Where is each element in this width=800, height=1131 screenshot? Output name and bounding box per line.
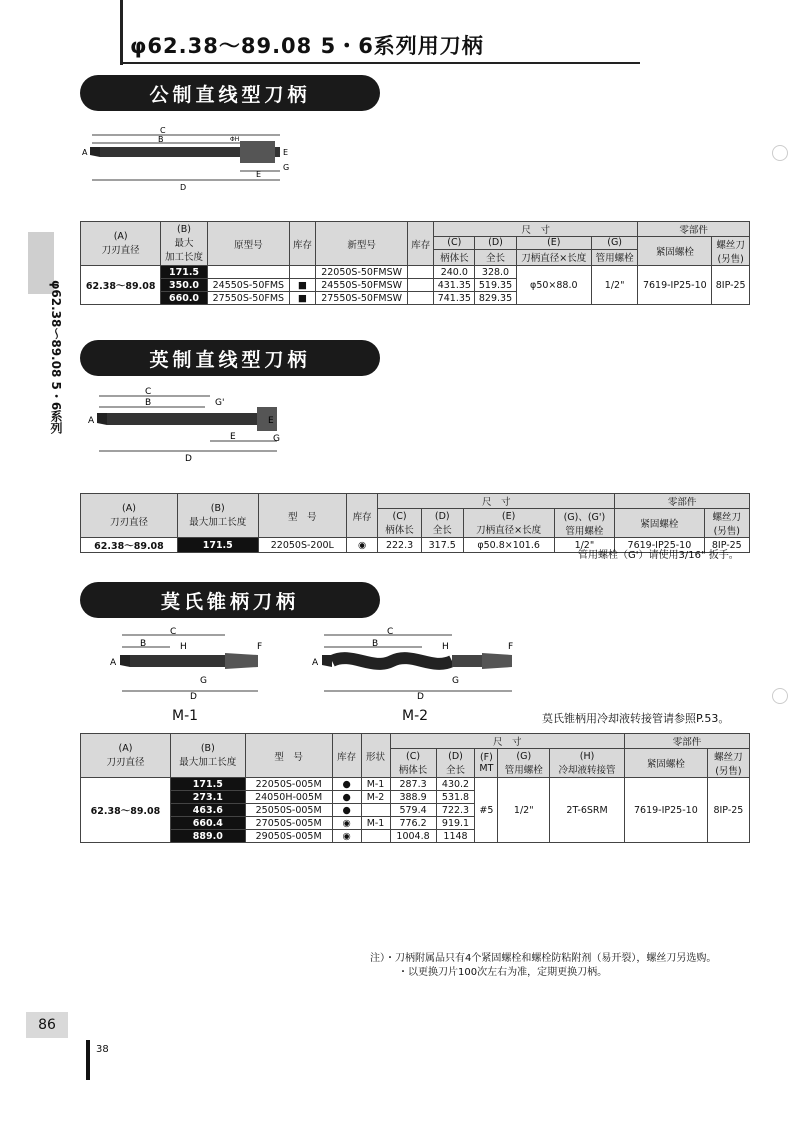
th-h: (H) 冷却液转接管	[550, 749, 625, 778]
cell-blade: 8IP-25	[704, 538, 749, 553]
th-d: (D) 全长	[436, 749, 475, 778]
cell-g: 1/2"	[554, 538, 615, 553]
holder-body	[257, 407, 277, 431]
holder-tip	[90, 147, 100, 157]
cell-b: 350.0	[161, 279, 207, 292]
imperial-holder-diagram	[85, 383, 295, 463]
cell-b: 660.4	[170, 817, 245, 830]
page-title: φ62.38～89.08 5・6系列用刀柄	[130, 34, 484, 58]
th-screw: 紧固螺栓	[624, 749, 707, 778]
cell-shape: M-1	[361, 778, 390, 791]
th-dim: 尺 寸	[390, 734, 624, 749]
cell-new: 22050S-50FMSW	[315, 266, 407, 279]
cell-b: 273.1	[170, 791, 245, 804]
cell-e: φ50×88.0	[516, 266, 591, 305]
dim-label-b: B	[158, 135, 164, 144]
cell-blade: 8IP-25	[712, 266, 750, 305]
cell-screw: 7619-IP25-10	[624, 778, 707, 843]
cell-stock	[290, 266, 316, 279]
th-c: (C) 柄体长	[390, 749, 436, 778]
cell-c: 1004.8	[390, 830, 436, 843]
th-a: (A) 刀刃直径	[81, 222, 161, 266]
cell-b: 171.5	[170, 778, 245, 791]
cell-stock: ●	[332, 804, 361, 817]
cell-b: 463.6	[170, 804, 245, 817]
cell-shape: M-2	[361, 791, 390, 804]
punch-hole	[772, 688, 788, 704]
table-row	[81, 266, 750, 279]
th-g: (G) 管用螺栓	[498, 749, 550, 778]
section-title: 莫氏锥柄刀柄	[160, 590, 299, 613]
morse-holder-table	[80, 733, 750, 843]
dim-label-g: G	[283, 163, 290, 172]
section-pill	[80, 582, 380, 618]
dim-label-g: G	[452, 676, 459, 686]
cell-d: 519.35	[475, 279, 516, 292]
section-pill	[80, 340, 380, 376]
th-c: (C)	[434, 237, 475, 250]
th-screw: 紧固螺栓	[638, 237, 712, 266]
cell-g: 1/2"	[591, 266, 637, 305]
cell-screw: 7619-IP25-10	[638, 266, 712, 305]
cell-shape	[361, 830, 390, 843]
dim-label-a: A	[110, 658, 117, 668]
cell-stock2	[408, 292, 434, 305]
cell-b: 660.0	[161, 292, 207, 305]
th-g: (G)	[591, 237, 637, 250]
cell-a: 62.38～89.08	[81, 538, 178, 553]
cell-blade: 8IP-25	[707, 778, 749, 843]
morse-m1-label: M-1	[172, 708, 199, 724]
th-shape: 形状	[361, 734, 390, 778]
morse-m2-label: M-2	[402, 708, 429, 724]
cell-model: 27050S-005M	[245, 817, 332, 830]
cell-screw: 7619-IP25-10	[615, 538, 704, 553]
dim-label-a: A	[82, 148, 88, 157]
th-b: (B) 最大加工长度	[170, 734, 245, 778]
th-b: (B) 最大加工长度	[177, 494, 258, 538]
cell-stock: ◉	[332, 830, 361, 843]
cell-c: 222.3	[378, 538, 422, 553]
cell-b: 889.0	[170, 830, 245, 843]
twist-flute	[332, 658, 452, 664]
cell-d: 317.5	[421, 538, 463, 553]
table-row	[81, 778, 750, 791]
dim-label-g: G	[273, 434, 280, 444]
cell-f: #5	[475, 778, 498, 843]
cell-g: 1/2"	[498, 778, 550, 843]
th-blade: 螺丝刀 (另售)	[704, 509, 749, 538]
cell-stock2	[408, 266, 434, 279]
dim-label-h: H	[180, 642, 187, 652]
th-screw: 紧固螺栓	[615, 509, 704, 538]
th-f: (F) MT	[475, 749, 498, 778]
cell-stock: ■	[290, 292, 316, 305]
section-title: 公制直线型刀柄	[149, 83, 311, 106]
th-a: (A) 刀刃直径	[81, 734, 171, 778]
th-stock2: 库存	[408, 222, 434, 266]
morse-taper	[225, 653, 258, 669]
cell-stock: ●	[332, 791, 361, 804]
holder-shank	[130, 655, 225, 667]
metric-holder-table	[80, 221, 750, 305]
th-dim: 尺 寸	[434, 222, 638, 237]
dim-label-e2: E	[268, 416, 274, 426]
th-blade: 螺丝刀 (另售)	[712, 237, 750, 266]
cell-a: 62.38～89.08	[81, 778, 171, 843]
dim-label-c: C	[387, 627, 394, 637]
note-1: 注）・刀柄附属品只有4个紧固螺栓和螺栓防粘附剂（易开裂），螺丝刀另选购。	[370, 953, 717, 964]
cell-h: 2T-6SRM	[550, 778, 625, 843]
footer-bar	[86, 1040, 90, 1080]
th-a: (A) 刀刃直径	[81, 494, 178, 538]
morse-taper	[482, 653, 512, 669]
cell-orig	[207, 266, 289, 279]
dim-label-a: A	[312, 658, 319, 668]
holder-shank	[452, 655, 482, 667]
th-g: (G)、(G') 管用螺栓	[554, 509, 615, 538]
cell-c: 240.0	[434, 266, 475, 279]
title-bar	[120, 0, 123, 65]
holder-body	[240, 141, 275, 163]
th-stock: 库存	[347, 494, 378, 538]
cell-d: 919.1	[436, 817, 475, 830]
dim-label-e: E	[256, 170, 262, 179]
th-d: (D) 全长	[421, 509, 463, 538]
cell-model: 25050S-005M	[245, 804, 332, 817]
dim-label-b: B	[372, 639, 379, 649]
section-header-imperial	[80, 340, 390, 376]
th-c2: 柄体长	[434, 249, 475, 265]
cell-model: 22050S-005M	[245, 778, 332, 791]
cell-b: 171.5	[161, 266, 207, 279]
th-c: (C) 柄体长	[378, 509, 422, 538]
cell-d: 430.2	[436, 778, 475, 791]
dim-label-h: H	[442, 642, 449, 652]
cell-c: 579.4	[390, 804, 436, 817]
morse-m2-diagram	[312, 625, 522, 700]
metric-holder-diagram	[80, 125, 310, 195]
th-orig: 原型号	[207, 222, 289, 266]
cell-d: 531.8	[436, 791, 475, 804]
morse-ref-note: 莫氏锥柄用冷却液转接管请参照P.53。	[542, 712, 730, 725]
th-e2: 刀柄直径×长度	[516, 249, 591, 265]
dim-label-a: A	[88, 416, 95, 426]
th-g2: 管用螺栓	[591, 249, 637, 265]
dim-label-b: B	[140, 639, 147, 649]
section-title: 英制直线型刀柄	[149, 348, 311, 371]
dim-label-c: C	[160, 126, 166, 135]
dim-label-b: B	[145, 398, 152, 408]
th-stock: 库存	[290, 222, 316, 266]
cell-stock2	[408, 279, 434, 292]
dim-label-d: D	[185, 454, 192, 463]
imperial-holder-table	[80, 493, 750, 553]
th-stock: 库存	[332, 734, 361, 778]
th-e: (E) 刀柄直径×长度	[463, 509, 554, 538]
side-label: φ62.38～89.08 5・6系列	[49, 280, 63, 435]
cell-orig: 27550S-50FMS	[207, 292, 289, 305]
th-e: (E)	[516, 237, 591, 250]
cell-d: 722.3	[436, 804, 475, 817]
cell-stock: ◉	[332, 817, 361, 830]
cell-stock: ◉	[347, 538, 378, 553]
footer-number: 38	[96, 1044, 109, 1055]
dim-label-g-prime: G'	[215, 398, 225, 408]
dim-label-d: D	[190, 692, 197, 700]
cell-c: 431.35	[434, 279, 475, 292]
cell-d: 1148	[436, 830, 475, 843]
cell-d: 328.0	[475, 266, 516, 279]
note-2: ・以更换刀片100次左右为准，定期更换刀柄。	[398, 967, 608, 978]
cell-new: 27550S-50FMSW	[315, 292, 407, 305]
cell-e: φ50.8×101.6	[463, 538, 554, 553]
dim-label-phi: ΦH	[230, 136, 240, 143]
cell-b: 171.5	[177, 538, 258, 553]
section-header-metric	[80, 75, 390, 111]
cell-stock: ■	[290, 279, 316, 292]
th-dim: 尺 寸	[378, 494, 615, 509]
morse-m1-diagram	[110, 625, 270, 700]
cell-a: 62.38～89.08	[81, 266, 161, 305]
th-new: 新型号	[315, 222, 407, 266]
page-number: 86	[26, 1012, 68, 1038]
dim-label-d: D	[180, 183, 187, 192]
title-underline	[120, 62, 640, 64]
dim-label-e: E	[230, 432, 236, 442]
cell-model: 29050S-005M	[245, 830, 332, 843]
holder-shank	[107, 413, 277, 425]
cell-stock: ●	[332, 778, 361, 791]
holder-tip	[322, 655, 332, 667]
table2-note: 管用螺栓（G'）请使用3/16" 扳手。	[578, 550, 739, 561]
th-d: (D)	[475, 237, 516, 250]
th-model: 型 号	[245, 734, 332, 778]
th-parts: 零部件	[615, 494, 750, 509]
holder-tip	[97, 413, 107, 425]
dim-label-e2: E	[283, 148, 289, 157]
th-b: (B) 最大 加工长度	[161, 222, 207, 266]
cell-c: 287.3	[390, 778, 436, 791]
th-d2: 全长	[475, 249, 516, 265]
dim-label-g: G	[200, 676, 207, 686]
th-parts: 零部件	[624, 734, 749, 749]
section-header-morse	[80, 582, 390, 618]
cell-shape: M-1	[361, 817, 390, 830]
section-pill	[80, 75, 380, 111]
th-blade: 螺丝刀 (另售)	[707, 749, 749, 778]
cell-c: 776.2	[390, 817, 436, 830]
cell-new: 24550S-50FMSW	[315, 279, 407, 292]
dim-label-d: D	[417, 692, 424, 700]
cell-orig: 24550S-50FMS	[207, 279, 289, 292]
cell-shape	[361, 804, 390, 817]
th-parts: 零部件	[638, 222, 750, 237]
cell-model: 22050S-200L	[258, 538, 347, 553]
holder-tip	[120, 655, 130, 667]
dim-label-f: F	[257, 642, 263, 652]
cell-c: 741.35	[434, 292, 475, 305]
cell-model: 24050H-005M	[245, 791, 332, 804]
dim-label-c: C	[170, 627, 177, 637]
punch-hole	[772, 145, 788, 161]
dim-label-c: C	[145, 387, 152, 397]
cell-d: 829.35	[475, 292, 516, 305]
th-model: 型 号	[258, 494, 347, 538]
dim-label-f: F	[508, 642, 514, 652]
cell-c: 388.9	[390, 791, 436, 804]
